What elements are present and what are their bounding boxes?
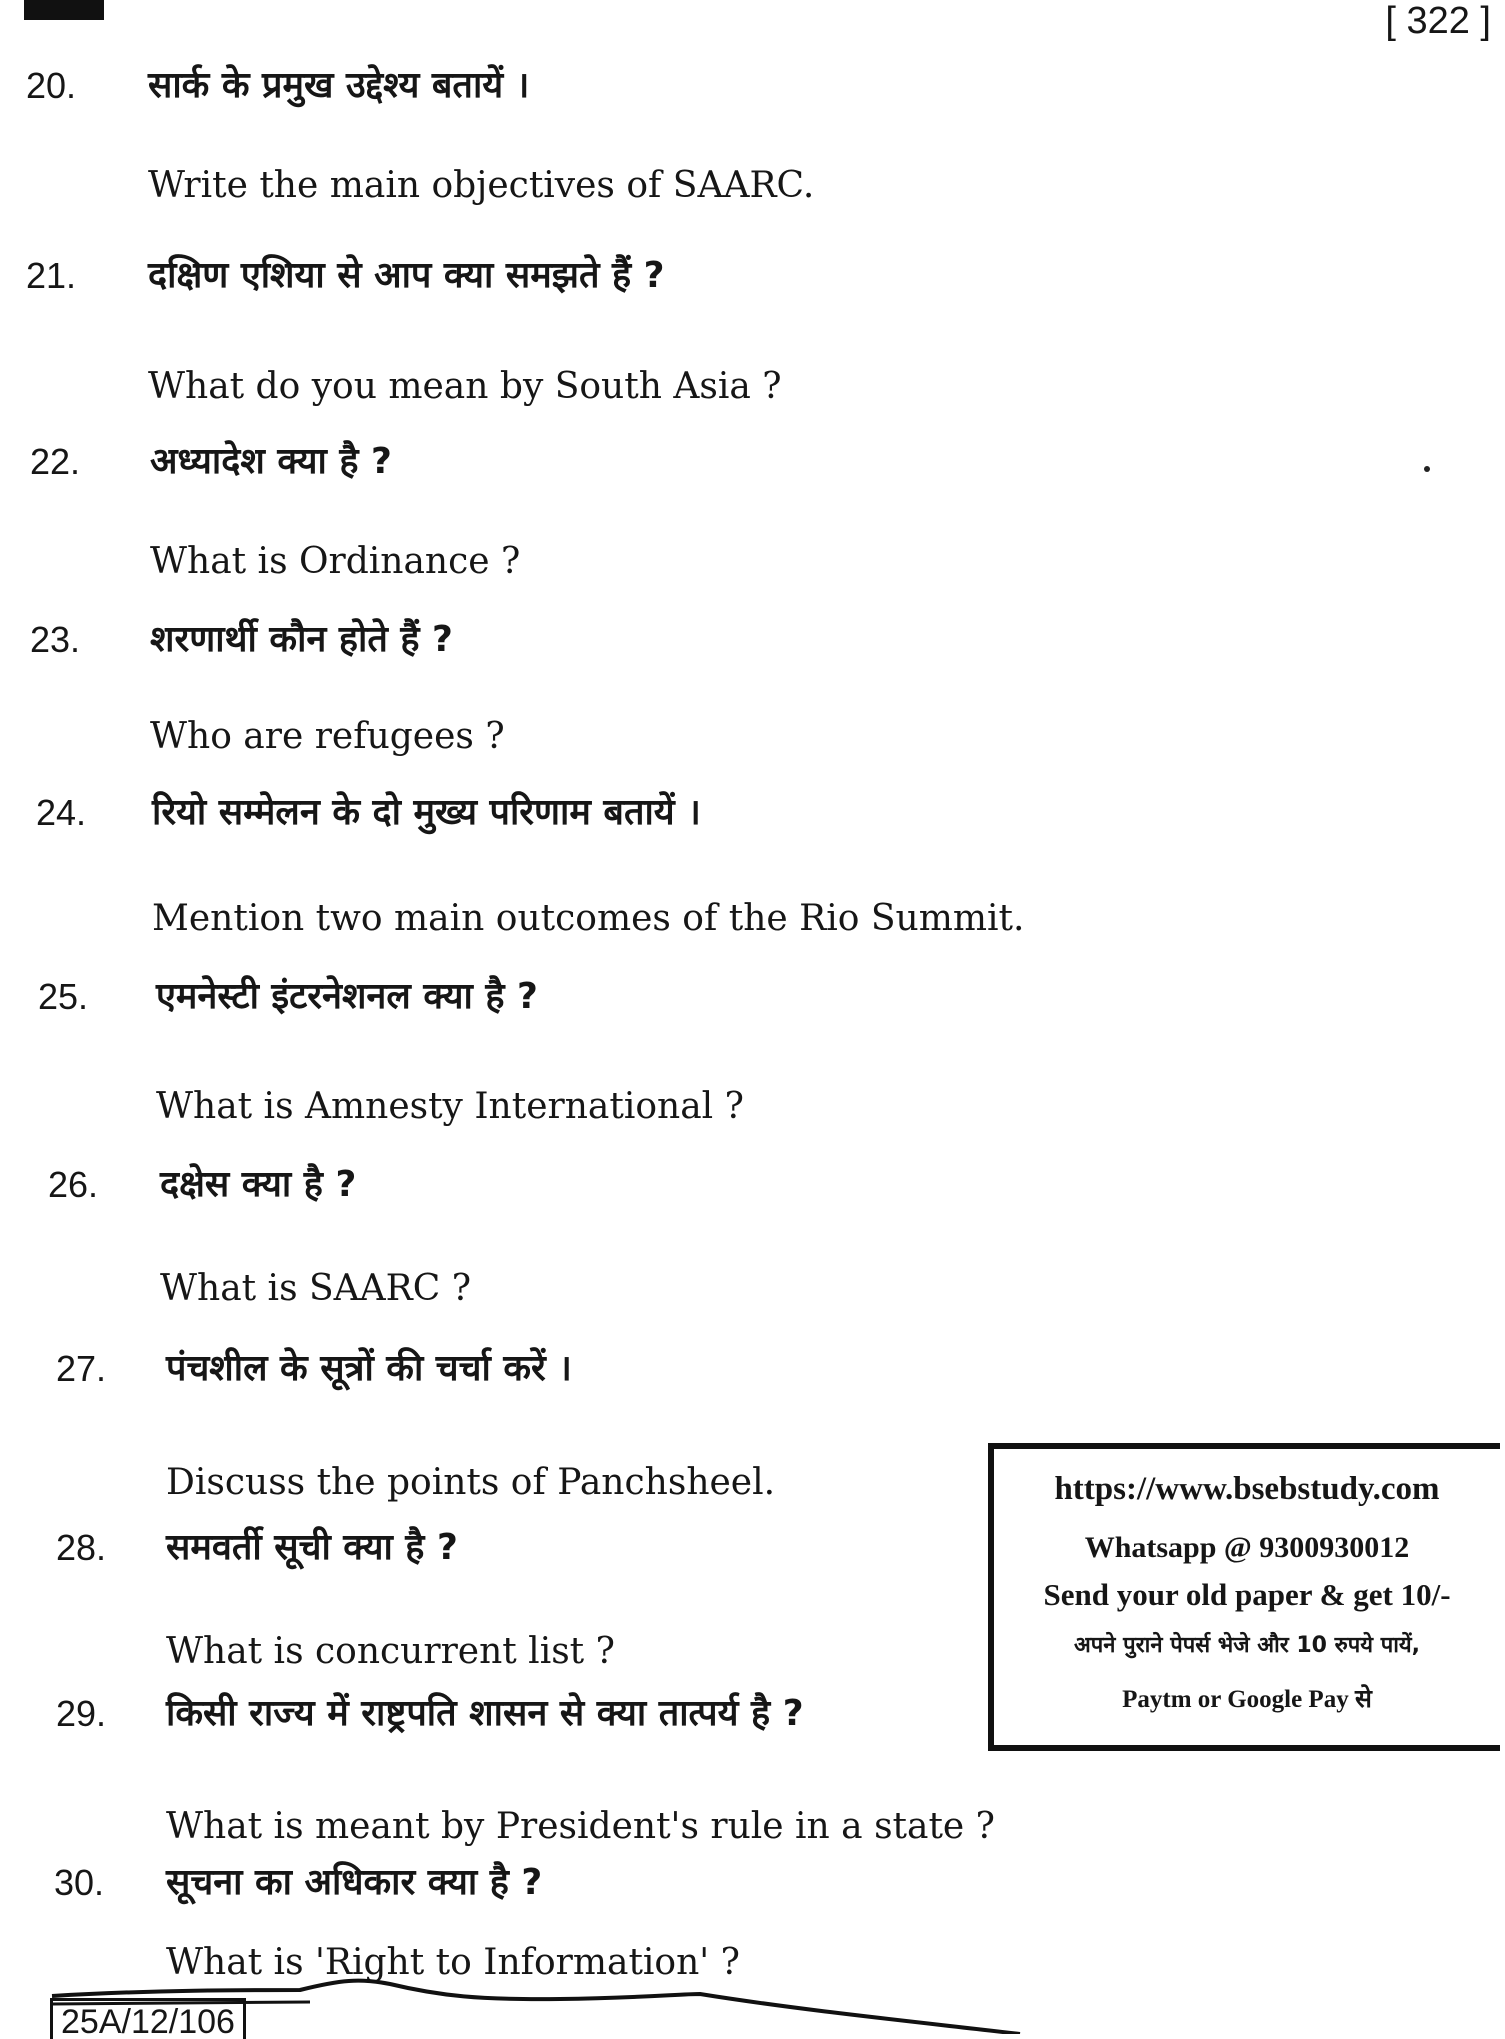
- question-english: Who are refugees ?: [150, 716, 505, 757]
- question-hindi: समवर्ती सूची क्या है ?: [166, 1527, 458, 1568]
- question-number: 24.: [36, 792, 87, 833]
- question-hindi: दक्षिण एशिया से आप क्या समझते हैं ?: [148, 255, 665, 296]
- question-hindi: दक्षेस क्या है ?: [160, 1164, 357, 1205]
- question-number: 30.: [54, 1862, 105, 1903]
- promo-payment: Paytm or Google Pay से: [1122, 1686, 1372, 1713]
- promo-whatsapp: Whatsapp @ 9300930012: [1084, 1531, 1410, 1564]
- question-hindi: सार्क के प्रमुख उद्देश्य बतायें ।: [148, 65, 530, 106]
- speck: [1424, 466, 1430, 472]
- question-english: What is SAARC ?: [160, 1268, 472, 1309]
- question-hindi: एमनेस्टी इंटरनेशनल क्या है ?: [156, 976, 538, 1017]
- question-english: Discuss the points of Panchsheel.: [166, 1462, 776, 1503]
- question-number: 20.: [26, 65, 77, 106]
- question-hindi: किसी राज्य में राष्ट्रपति शासन से क्या तात्पर्य है ?: [166, 1693, 804, 1734]
- question-english: What is concurrent list ?: [166, 1631, 615, 1672]
- question-number: 26.: [48, 1164, 99, 1205]
- question-hindi: सूचना का अधिकार क्या है ?: [166, 1862, 543, 1903]
- question-number: 21.: [26, 255, 77, 296]
- promo-box: [988, 1443, 1500, 1751]
- question-english: What is Amnesty International ?: [156, 1086, 744, 1127]
- question-english: Write the main objectives of SAARC.: [148, 165, 815, 206]
- question-number: 27.: [56, 1348, 107, 1389]
- question-english: What is 'Right to Information' ?: [166, 1942, 740, 1983]
- question-number: 23.: [30, 619, 81, 660]
- paper-code: 25A/12/106: [50, 1998, 246, 2039]
- question-number: 28.: [56, 1527, 107, 1568]
- question-hindi: रियो सम्मेलन के दो मुख्य परिणाम बतायें ।: [152, 792, 701, 833]
- question-english: What is meant by President's rule in a state ?: [166, 1806, 995, 1847]
- page-number: [ 322 ]: [1385, 0, 1491, 42]
- promo-url[interactable]: https://www.bsebstudy.com: [1054, 1471, 1440, 1507]
- promo-offer-en: Send your old paper & get 10/-: [1043, 1577, 1451, 1612]
- promo-offer-hi: अपने पुराने पेपर्स भेजे और 10 रुपये पायें,: [1073, 1633, 1421, 1658]
- question-number: 25.: [38, 976, 89, 1017]
- question-hindi: अध्यादेश क्या है ?: [150, 441, 392, 482]
- question-english: What do you mean by South Asia ?: [148, 366, 782, 407]
- question-english: What is Ordinance ?: [150, 541, 521, 582]
- question-hindi: शरणार्थी कौन होते हैं ?: [150, 619, 453, 660]
- question-hindi: पंचशील के सूत्रों की चर्चा करें ।: [166, 1348, 572, 1389]
- question-english: Mention two main outcomes of the Rio Summit.: [152, 898, 1025, 939]
- question-number: 22.: [30, 441, 81, 482]
- corner-mark: [24, 0, 104, 20]
- question-number: 29.: [56, 1693, 107, 1734]
